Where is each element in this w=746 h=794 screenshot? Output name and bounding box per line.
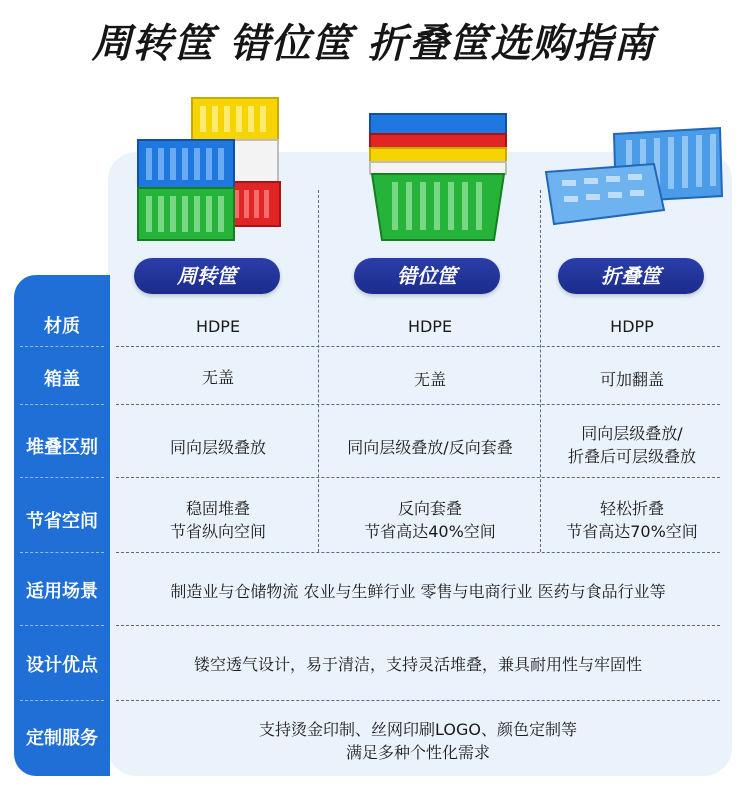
row-separator bbox=[116, 625, 720, 626]
sidebar-separator bbox=[20, 477, 104, 478]
cell-material-turnover: HDPE bbox=[195, 317, 241, 336]
sidebar-separator bbox=[20, 625, 104, 626]
cell-lid-folding: 可加翻盖 bbox=[599, 370, 664, 389]
cell-customization-line1: 支持烫金印制、丝网印刷LOGO、颜色定制等 bbox=[259, 720, 577, 739]
cell-stacking-folding-line2: 折叠后可层级叠放 bbox=[567, 447, 696, 466]
cell-customization-line2: 满足多种个性化需求 bbox=[345, 743, 490, 762]
column-separator bbox=[318, 190, 319, 552]
product-image-nesting-crates bbox=[362, 108, 512, 244]
sidebar-separator bbox=[20, 346, 104, 347]
cell-space-nesting-line2: 节省高达40%空间 bbox=[364, 522, 496, 541]
cell-material-nesting: HDPE bbox=[407, 317, 453, 336]
row-label-applications: 适用场景 bbox=[26, 581, 98, 602]
sidebar-separator bbox=[20, 700, 104, 701]
row-separator bbox=[116, 700, 720, 701]
product-image-turnover-crates bbox=[130, 92, 290, 252]
cell-material-folding: HDPP bbox=[610, 317, 654, 336]
row-label-lid: 箱盖 bbox=[44, 369, 80, 390]
row-separator bbox=[116, 552, 720, 553]
cell-design-advantages: 镂空透气设计，易于清洁，支持灵活堆叠，兼具耐用性与牢固性 bbox=[193, 655, 642, 674]
cell-space-folding-line1: 轻松折叠 bbox=[599, 499, 664, 518]
sidebar-separator bbox=[20, 404, 104, 405]
cell-applications: 制造业与仓储物流 农业与生鲜行业 零售与电商行业 医药与食品行业等 bbox=[170, 582, 666, 601]
row-label-design-advantages: 设计优点 bbox=[26, 655, 98, 676]
product-image-folding-crate bbox=[544, 124, 728, 234]
cell-stacking-nesting: 同向层级叠放/反向套叠 bbox=[347, 438, 513, 457]
cell-stacking-folding-line1: 同向层级叠放/ bbox=[581, 424, 683, 443]
row-separator bbox=[116, 346, 720, 347]
cell-lid-nesting: 无盖 bbox=[413, 370, 446, 389]
sidebar-separator bbox=[20, 552, 104, 553]
cell-stacking-turnover: 同向层级叠放 bbox=[169, 438, 266, 457]
product-name-folding-crate: 折叠筐 bbox=[558, 258, 704, 294]
cell-space-turnover-line2: 节省纵向空间 bbox=[169, 522, 266, 541]
product-name-turnover-crate: 周转筐 bbox=[134, 258, 280, 294]
cell-space-turnover-line1: 稳固堆叠 bbox=[185, 499, 250, 518]
row-label-stacking: 堆叠区别 bbox=[26, 437, 98, 458]
cell-space-nesting-line1: 反向套叠 bbox=[397, 499, 462, 518]
column-separator bbox=[540, 190, 541, 552]
row-label-customization: 定制服务 bbox=[26, 728, 98, 749]
cell-lid-turnover: 无盖 bbox=[201, 368, 234, 387]
row-label-space-saving: 节省空间 bbox=[26, 511, 98, 532]
row-separator bbox=[116, 404, 720, 405]
row-label-material: 材质 bbox=[44, 316, 80, 337]
page-title: 周转筐 错位筐 折叠筐选购指南 bbox=[91, 21, 655, 67]
product-name-nesting-crate: 错位筐 bbox=[354, 258, 500, 294]
row-separator bbox=[116, 477, 720, 478]
cell-space-folding-line2: 节省高达70%空间 bbox=[566, 522, 698, 541]
